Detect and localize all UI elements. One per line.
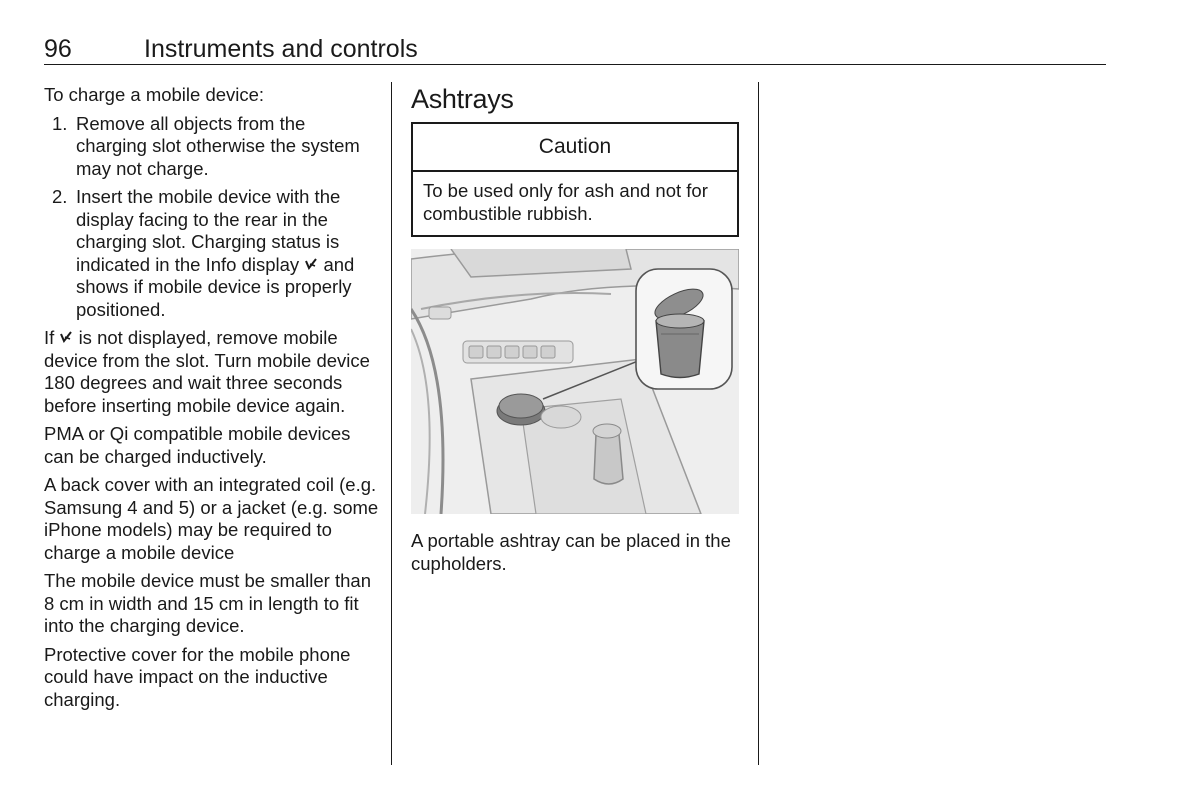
section-heading: Ashtrays (411, 84, 514, 114)
step-number: 1. (52, 112, 68, 134)
console-drawing (411, 249, 739, 514)
step-list (44, 113, 380, 322)
step-text: Insert the mobile device with the display facing to the rear in the charging slot. Charging status is indicated in the Info display (76, 186, 341, 275)
paragraph: PMA or Qi compatible mobile devices can be charged inductively. (44, 423, 351, 467)
caution-box (411, 122, 739, 237)
column-divider (391, 82, 392, 765)
phone-charging-icon (304, 257, 318, 273)
caution-title: Caution (413, 124, 737, 172)
list-item (44, 186, 380, 321)
intro-text: To charge a mobile device: (44, 84, 265, 105)
list-item (44, 113, 380, 181)
paragraph: Protective cover for the mobile phone could have impact on the inductive charging. (44, 643, 351, 710)
phone-charging-icon (59, 330, 73, 346)
section-title: Instruments and controls (144, 35, 418, 63)
ashtrays-section (411, 82, 739, 575)
page-number: 96 (44, 35, 72, 63)
step-text: Remove all objects from the charging slot otherwise the system may not charge. (76, 112, 360, 179)
step-text: and shows if mobile device is properly positioned. (76, 253, 355, 320)
paragraph: The mobile device must be smaller than 8 cm in width and 15 cm in length to fit into the charging device. (44, 570, 371, 636)
paragraph: A back cover with an integrated coil (e.g. Samsung 4 and 5) or a jacket (e.g. some iPhone models) may be required to charge a mobile device (44, 474, 379, 563)
caution-text: To be used only for ash and not for combustible rubbish. (423, 180, 708, 224)
paragraph (44, 327, 380, 417)
paragraph-text: is not displayed, remove mobile device from the slot. Turn mobile device 180 degrees and wait three seconds before inserting mobile device again. (44, 327, 370, 416)
step-number: 2. (52, 186, 68, 207)
charging-instructions (44, 84, 380, 717)
center-console-ashtray-illustration (411, 249, 739, 514)
paragraph-text: If (44, 327, 55, 348)
page-header (44, 34, 1106, 65)
caption-text: A portable ashtray can be placed in the cupholders. (411, 530, 731, 574)
column-divider (758, 82, 759, 765)
